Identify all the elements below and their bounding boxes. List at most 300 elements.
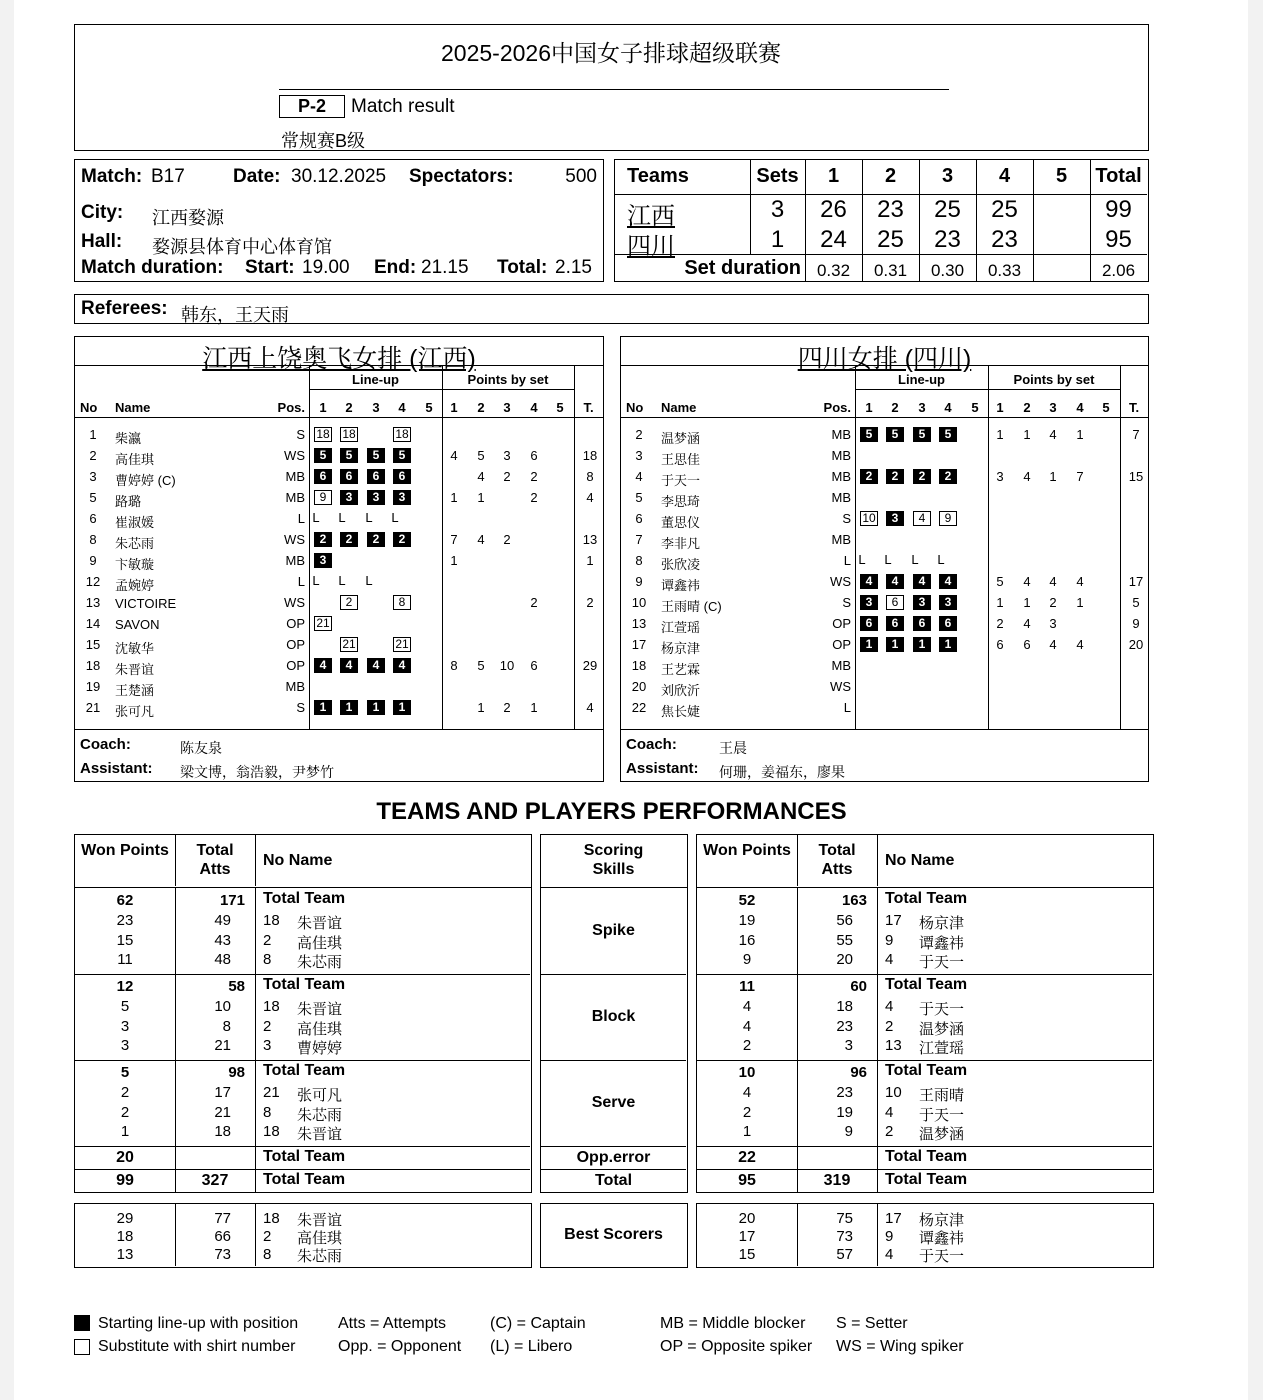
player-name: 江萱瑶 [919,1040,965,1057]
skill-team-won: 52 [738,892,756,909]
perf-header [696,834,1154,888]
skill-team-atts: 163 [841,892,867,909]
starting-position-mark: 3 [314,553,332,568]
duration-label: Match duration: [81,257,224,278]
player-name: 曹婷婷 (C) [115,473,176,488]
lineup-set-header: 3 [372,400,380,415]
lineup-set-header: 1 [865,400,873,415]
set-points: 2 [996,616,1004,631]
player-number: 13 [85,595,101,610]
points-header: Points by set [1013,372,1095,387]
player-name: 高佳琪 [115,452,155,467]
no-name-header: No Name [263,852,333,869]
legend-item: Substitute with shirt number [98,1338,296,1355]
phase-label: 常规赛B级 [281,131,366,151]
player-name: 张欣凌 [661,557,701,572]
starting-position-mark: 2 [913,469,931,484]
substitute-mark: 21 [340,637,358,652]
starting-position-mark: 6 [860,616,878,631]
best-atts: 73 [836,1228,853,1245]
player-number: 3 [263,1037,272,1054]
starting-position-mark: 3 [886,511,904,526]
best-name: 高佳琪 [297,1230,343,1247]
end-time: 21.15 [421,257,469,278]
total-atts-header: Total Atts [818,842,856,878]
player-name: 杨京津 [661,641,701,656]
assistant-label: Assistant: [626,760,699,777]
starting-position-mark: 4 [939,574,957,589]
starting-position-mark: 1 [939,637,957,652]
points-set-header: 5 [556,400,564,415]
best-name: 朱芯雨 [297,1248,343,1265]
total-label: Total [594,1172,633,1189]
set-duration-label: Set duration [684,257,801,279]
best-atts: 66 [214,1228,231,1245]
starting-position-mark: 4 [913,574,931,589]
grid-line [541,1060,686,1061]
match-sheet [14,0,1248,1400]
best-atts: 75 [836,1210,853,1227]
player-won: 2 [742,1103,752,1121]
grid-line [615,194,1147,195]
points-set-header: 5 [1102,400,1110,415]
player-position: WS [830,574,851,589]
starting-position-mark: 1 [340,700,358,715]
set-points: 4 [1049,637,1057,652]
set-points: 6 [996,637,1004,652]
player-name: 温梦涵 [919,1126,965,1143]
set-points: 1 [1076,595,1084,610]
player-number: 18 [263,1123,280,1140]
starting-position-mark: 2 [367,532,385,547]
match-number: B17 [151,166,185,187]
starting-position-mark: 4 [860,574,878,589]
skill-total-team: Total Team [885,890,968,907]
player-won: 2 [120,1084,130,1101]
player-total: 13 [582,532,598,547]
libero-mark: L [391,510,399,525]
legend-item: OP = Opposite spiker [660,1338,813,1355]
player-total: 17 [1128,574,1144,589]
legend-item: Atts = Attempts [338,1315,447,1332]
best-name: 于天一 [919,1248,965,1265]
player-won: 5 [120,998,130,1015]
grid-line [541,1146,686,1147]
player-name: 崔淑媛 [115,515,155,530]
player-position: OP [286,658,305,673]
player-name: 谭鑫祎 [661,578,701,593]
lineup-set-header: 4 [944,400,952,415]
skill-team-won: 62 [116,892,134,909]
skill-total-team: Total Team [885,1062,968,1079]
player-atts: 8 [222,1017,231,1035]
legend-item: Opp. = Opponent [338,1338,462,1355]
starting-position-mark: 2 [393,532,411,547]
points-set-header: 4 [1076,400,1084,415]
starting-position-mark: 4 [314,658,332,673]
player-atts: 9 [844,1123,853,1140]
set-points: 7 [1076,469,1084,484]
total-duration: 2.15 [555,257,592,278]
grid-line [877,1204,878,1266]
city: 江西婺源 [152,208,224,228]
player-number: 2 [885,1017,894,1035]
player-atts: 55 [836,931,853,949]
coach-name: 王晨 [719,740,747,756]
player-name: 李思琦 [661,494,701,509]
best-won: 29 [116,1210,134,1227]
match-info-box [74,159,604,282]
player-number: 6 [89,511,97,526]
substitute-mark: 18 [314,427,332,442]
player-name: 王雨晴 (C) [661,599,722,614]
legend-item: (C) = Captain [490,1315,586,1332]
best-won: 20 [738,1210,756,1227]
player-number: 8 [263,951,272,968]
player-name: 朱芯雨 [115,536,155,551]
player-won: 2 [742,1037,752,1054]
set-points: 1 [477,700,485,715]
player-total: 29 [582,658,598,673]
starting-position-mark: 1 [860,637,878,652]
libero-mark: L [312,573,320,588]
player-total: 8 [586,469,594,484]
skills-column [540,887,688,1193]
player-number: 4 [635,469,643,484]
player-name: 孟婉婷 [115,578,155,593]
substitute-mark: 2 [340,595,358,610]
team-title: 江西上饶奥飞女排 (江西) [202,345,476,373]
player-number: 13 [631,616,647,631]
player-number: 12 [85,574,101,589]
player-position: L [843,553,851,568]
set-points: 2 [503,532,511,547]
set-points: 5 [996,574,1004,589]
team-title: 四川女排 (四川) [797,345,972,373]
set-points: 1 [450,490,458,505]
player-name: 柴瀛 [115,431,142,446]
player-position: MB [831,490,851,505]
libero-mark: L [884,552,892,567]
player-atts: 3 [844,1037,853,1054]
starting-position-mark: 5 [886,427,904,442]
set-points: 4 [1076,574,1084,589]
points-set-header: 4 [530,400,538,415]
player-number: 9 [89,553,97,568]
set-score: 99 [1105,196,1132,223]
player-won: 9 [742,951,752,968]
starting-position-mark: 6 [314,469,332,484]
player-won: 19 [738,912,756,929]
player-atts: 21 [214,1037,231,1054]
team-name: 江西 [627,203,675,230]
player-number: 5 [635,490,643,505]
starting-position-mark: 2 [314,532,332,547]
libero-mark: L [365,510,373,525]
starting-position-mark: 2 [939,469,957,484]
score-header: 5 [1055,165,1068,187]
player-name: 朱芯雨 [297,1106,343,1124]
player-name: 于天一 [919,1001,965,1018]
player-name: 王艺霖 [661,662,701,677]
player-name: 朱晋谊 [115,662,155,677]
skill-name: Spike [592,922,635,939]
legend-item: Starting line-up with position [98,1315,299,1332]
substitute-mark: 18 [393,427,411,442]
divider [279,89,949,90]
set-points: 2 [530,490,538,505]
set-points: 4 [477,469,485,484]
starting-position-mark: 6 [939,616,957,631]
substitute-mark: 18 [340,427,358,442]
starting-position-mark: 5 [314,448,332,463]
score-table [614,159,1149,282]
player-name: 温梦涵 [661,431,701,446]
player-atts: 43 [214,931,231,949]
player-number: 2 [89,448,97,463]
starting-position-mark: 1 [314,700,332,715]
player-name: 温梦涵 [919,1020,965,1038]
substitute-legend-icon [74,1339,90,1355]
best-won: 13 [116,1246,134,1263]
libero-mark: L [338,573,346,588]
player-won: 4 [742,1084,752,1101]
set-points: 1 [1023,427,1031,442]
skill-name: Serve [591,1094,636,1111]
player-name: 张可凡 [115,704,155,719]
player-number: 3 [89,469,97,484]
player-number: 8 [635,553,643,568]
player-number: 5 [89,490,97,505]
opp-error-label: Opp.error [576,1149,651,1166]
skill-team-won: 11 [739,978,755,995]
player-name: 王思佳 [661,452,701,467]
legend-item: (L) = Libero [490,1338,573,1355]
player-position: OP [286,616,305,631]
set-points: 4 [1076,637,1084,652]
player-name: 沈敏华 [115,641,155,656]
player-number: 4 [885,998,894,1015]
points-set-header: 1 [450,400,458,415]
player-total: 4 [586,700,594,715]
starting-position-mark: 1 [367,700,385,715]
set-score: 23 [934,226,961,253]
set-points: 2 [503,700,511,715]
player-total: 7 [1132,427,1140,442]
player-position: L [297,511,305,526]
grid-line [697,974,1152,975]
points-set-header: 3 [503,400,511,415]
set-points: 2 [530,595,538,610]
starting-position-mark: 5 [939,427,957,442]
player-won: 16 [738,931,756,949]
player-name: 朱晋谊 [297,915,343,932]
set-points: 1 [1049,469,1057,484]
best-name: 杨京津 [919,1212,965,1229]
lineup-set-header: 2 [891,400,899,415]
skill-total-team: Total Team [263,976,346,993]
substitute-mark: 10 [860,511,878,526]
player-name: 张可凡 [297,1087,343,1104]
set-points: 6 [530,658,538,673]
won-points-header: Won Points [81,842,169,859]
player-number: 8 [263,1103,272,1121]
best-number: 17 [885,1210,902,1227]
hall: 婺源县体育中心体育馆 [152,237,332,257]
lineup-set-header: 5 [971,400,979,415]
lineup-set-header: 5 [425,400,433,415]
player-won: 3 [120,1017,130,1035]
score-header: 2 [884,165,897,187]
start-time: 19.00 [302,257,350,278]
player-number: 17 [631,637,647,652]
lineup-header: Line-up [352,372,399,387]
player-atts: 23 [836,1084,853,1101]
player-name: 于天一 [661,473,701,488]
points-set-header: 2 [1023,400,1031,415]
starting-position-mark: 3 [939,595,957,610]
set-points: 3 [503,448,511,463]
grid-line [877,835,878,886]
player-won: 23 [116,912,134,929]
assistant-names: 何珊，姜福东，廖果 [719,764,845,780]
score-header: Sets [756,165,799,187]
player-position: MB [831,658,851,673]
player-number: 4 [885,1103,894,1121]
starting-position-mark: 1 [913,637,931,652]
player-position: L [843,700,851,715]
opp-error-total-team: Total Team [885,1148,968,1165]
best-won: 18 [116,1228,134,1245]
grid-line [621,729,1148,730]
set-points: 10 [499,658,515,673]
player-number: 2 [885,1123,894,1140]
won-points-header: Won Points [703,842,791,859]
best-atts: 77 [214,1210,231,1227]
set-points: 4 [1049,427,1057,442]
player-atts: 49 [214,912,231,929]
player-name: 王雨晴 [919,1087,965,1104]
player-number: 14 [85,616,101,631]
player-name: 刘欣沂 [661,683,701,698]
grid-line [855,389,1120,390]
starting-position-mark: 4 [367,658,385,673]
best-number: 9 [885,1228,894,1245]
player-number: 10 [631,595,647,610]
player-won: 4 [742,1017,752,1035]
spectators-label: Spectators: [409,166,514,187]
player-number: 17 [885,912,902,929]
player-number: 10 [885,1084,902,1101]
referees-box [74,294,1149,324]
grid-line [615,254,1147,255]
player-number: 21 [263,1084,280,1101]
set-score: 23 [877,196,904,223]
set-points: 1 [450,553,458,568]
substitute-mark: 4 [913,511,931,526]
date-label: Date: [233,166,281,187]
player-name: VICTOIRE [115,596,177,611]
set-score: 3 [770,196,785,223]
score-header: 4 [998,165,1011,187]
legend-item: S = Setter [836,1315,908,1332]
player-total: 1 [586,553,594,568]
starting-position-mark: 3 [367,490,385,505]
player-position: S [296,427,305,442]
team-a-panel [74,336,604,782]
grid-line [697,1146,1152,1147]
grid-line [442,365,443,729]
libero-mark: L [911,552,919,567]
set-points: 1 [477,490,485,505]
coach-label: Coach: [80,736,131,753]
starting-position-mark: 6 [393,469,411,484]
player-position: MB [831,469,851,484]
starting-position-mark: 4 [886,574,904,589]
libero-mark: L [937,552,945,567]
grid-line [855,365,856,729]
score-header: 1 [827,165,840,187]
player-number: 19 [85,679,101,694]
player-number: 7 [635,532,643,547]
player-number: 21 [85,700,101,715]
set-points: 5 [477,658,485,673]
best-scorers-label: Best Scorers [564,1226,663,1243]
player-name: 江萱瑶 [661,620,701,635]
player-number: 2 [635,427,643,442]
grid-line [621,365,1148,366]
set-points: 4 [1023,469,1031,484]
player-position: MB [285,469,305,484]
lineup-set-header: 3 [918,400,926,415]
player-total: 18 [582,448,598,463]
grid-line [697,1060,1152,1061]
set-points: 6 [530,448,538,463]
points-set-header: 3 [1049,400,1057,415]
set-points: 6 [1023,637,1031,652]
header-box [74,24,1149,151]
lineup-set-header: 2 [345,400,353,415]
skill-total-team: Total Team [263,1062,346,1079]
player-name: 谭鑫祎 [919,934,965,952]
set-points: 7 [450,532,458,547]
total-label: Total: [497,257,548,278]
opp-error-won: 22 [738,1149,756,1166]
set-points: 1 [1023,595,1031,610]
total-won: 99 [116,1172,134,1189]
best-number: 4 [885,1246,894,1263]
player-position: WS [284,595,305,610]
total-header: T. [1128,400,1140,415]
player-number: 20 [631,679,647,694]
set-score: 25 [934,196,961,223]
starting-position-mark: 6 [367,469,385,484]
best-number: 18 [263,1210,280,1227]
player-total: 15 [1128,469,1144,484]
best-won: 15 [738,1246,756,1263]
substitute-mark: 9 [939,511,957,526]
starting-position-mark: 1 [886,637,904,652]
player-number: 3 [635,448,643,463]
starting-position-mark: 2 [886,469,904,484]
starting-position-mark: 5 [367,448,385,463]
name-header: Name [661,400,697,415]
player-number: 4 [885,951,894,968]
set-points: 4 [1023,616,1031,631]
points-header: Points by set [467,372,549,387]
player-number: 18 [85,658,101,673]
scoring-skills-header: Scoring Skills [583,842,644,878]
